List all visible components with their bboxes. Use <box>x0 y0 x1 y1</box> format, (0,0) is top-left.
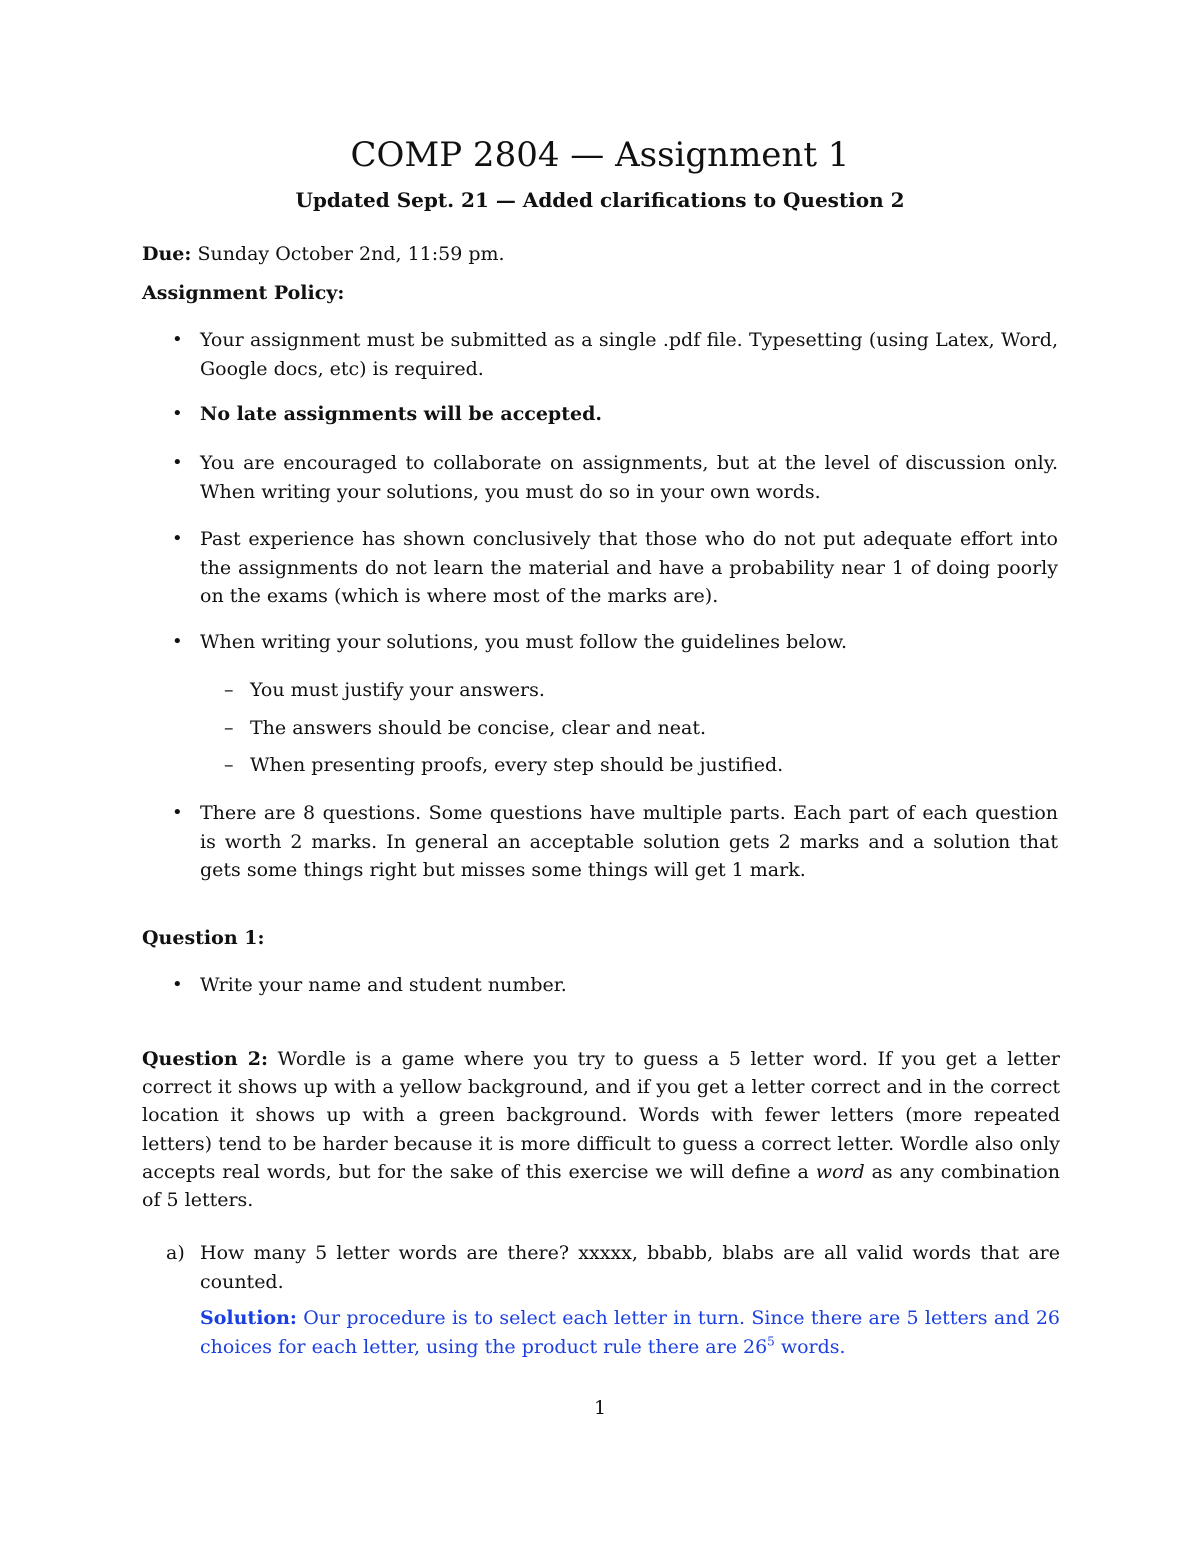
due-label: Due: <box>142 243 192 265</box>
dash-icon: – <box>224 679 234 701</box>
part-a-label: a) <box>166 1242 185 1264</box>
bullet-icon: • <box>172 802 183 823</box>
dash-icon: – <box>224 754 234 776</box>
policy-item-1: Your assignment must be submitted as a single .pdf file. Typesetting (using Latex, Word, Google docs, etc) is required. <box>200 329 1058 380</box>
bullet-icon: • <box>172 974 183 995</box>
bullet-icon: • <box>172 631 183 652</box>
solution-label: Solution: <box>200 1307 297 1329</box>
page-number: 1 <box>593 1397 607 1419</box>
bullet-icon: • <box>172 528 183 549</box>
document-title: COMP 2804 — Assignment 1 <box>350 135 850 175</box>
question-1-heading: Question 1: <box>142 927 265 949</box>
part-a-text: How many 5 letter words are there? xxxxx, bbabb, blabs are all valid words that are counted. <box>200 1242 1060 1293</box>
dash-icon: – <box>224 717 234 739</box>
solution-exponent: 5 <box>767 1334 775 1349</box>
bullet-icon: • <box>172 452 183 473</box>
policy-item-4: Past experience has shown conclusively that those who do not put adequate effort into the assignments do not learn the material and have a probability near 1 of doing poorly on the exams (which is where most of the marks are). <box>200 528 1058 607</box>
policy-item-5: When writing your solutions, you must follow the guidelines below. <box>200 631 848 653</box>
guideline-item-3: When presenting proofs, every step should be justified. <box>250 754 784 776</box>
document-subtitle: Updated Sept. 21 — Added clarifications to Question 2 <box>295 188 905 212</box>
question-2-body-start: Wordle is a game where you try to guess a 5 letter word. If you get a letter correct it shows up with a yellow background, and if you get a letter correct and in the correct location it shows up with a green background. Words with fewer letters (more repeated letters) tend to be harder because it is more difficult to guess a correct letter. Wordle also only accepts real words, but for the sake of this exercise we will define a <box>142 1048 1060 1183</box>
policy-heading: Assignment Policy: <box>142 282 345 304</box>
question-2-body-end: as any combination of 5 letters. <box>142 1160 1060 1212</box>
policy-item-2: No late assignments will be accepted. <box>200 403 602 425</box>
solution-end: words. <box>774 1335 846 1358</box>
question-2-text <box>142 1045 1060 1214</box>
guideline-item-1: You must justify your answers. <box>250 679 545 701</box>
due-value: Sunday October 2nd, 11:59 pm. <box>191 243 505 265</box>
bullet-icon: • <box>172 403 183 424</box>
question-1-item: Write your name and student number. <box>200 974 567 996</box>
solution-body: Our procedure is to select each letter in turn. Since there are 5 letters and 26 choices for each letter, using the product rule there are 26 <box>200 1307 1060 1358</box>
guideline-item-2: The answers should be concise, clear and neat. <box>250 717 707 739</box>
policy-item-6: There are 8 questions. Some questions have multiple parts. Each part of each question is worth 2 marks. In general an acceptable solution gets 2 marks and a solution that gets some things right but misses some things will get 1 mark. <box>200 802 1058 881</box>
bullet-icon: • <box>172 329 183 350</box>
question-2-heading: Question 2: <box>142 1048 269 1070</box>
question-2-italic-word: word <box>815 1160 865 1183</box>
solution-text <box>200 1304 1060 1361</box>
policy-item-3: You are encouraged to collaborate on assignments, but at the level of discussion only. When writing your solutions, you must do so in your own words. <box>200 452 1058 503</box>
due-line <box>142 240 1062 268</box>
